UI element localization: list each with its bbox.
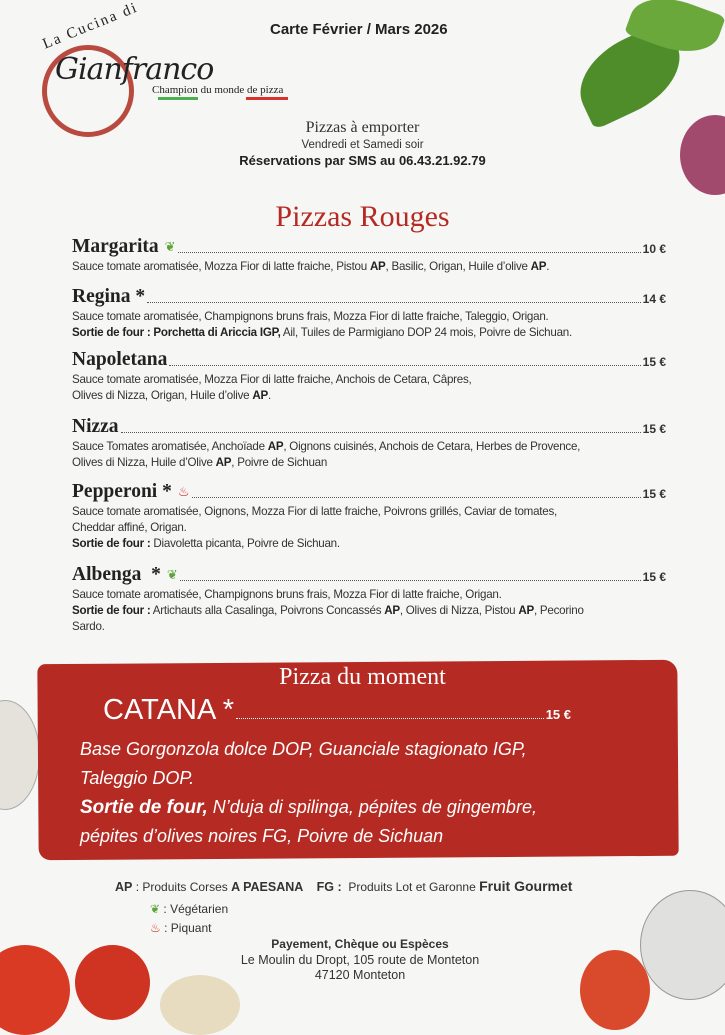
description-segment: Sardo. — [72, 620, 105, 633]
description-segment: AP — [518, 604, 534, 617]
description-segment: , Basilic, Origan, Huile d’olive — [385, 260, 531, 273]
menu-item-price: 10 € — [642, 242, 666, 256]
fg-brand: Fruit Gourmet — [479, 878, 573, 894]
chili-icon: ♨ — [177, 484, 190, 499]
menu-date: Carte Février / Mars 2026 — [270, 21, 448, 38]
leaf-icon: ❦ — [150, 902, 161, 916]
description-line — [72, 325, 666, 341]
menu-item-header — [72, 349, 666, 371]
description-line — [72, 259, 666, 275]
description-segment: Sortie de four : — [72, 604, 151, 617]
menu-item-description — [72, 504, 666, 552]
description-line — [80, 764, 660, 793]
menu-item-header — [72, 416, 666, 438]
menu-item-header — [72, 286, 666, 308]
mushroom-decoration — [160, 975, 240, 1035]
menu-item-description — [72, 309, 666, 341]
onion-decoration — [680, 115, 725, 195]
logo-script: Gianfranco — [55, 52, 214, 87]
special-item-price: 15 € — [545, 707, 571, 722]
menu-item — [72, 481, 666, 552]
special-item-name: CATANA * — [103, 694, 235, 726]
description-segment: Sauce tomate aromatisée, Oignons, Mozza Fior di latte fraiche, Poivrons grillés, Caviar de tomates, — [72, 505, 557, 518]
description-segment: Sauce tomate aromatisée, Mozza Fior di latte fraiche, Anchois de Cetara, Câpres, — [72, 373, 472, 386]
reservation-info: Réservations par SMS au 06.43.21.92.79 — [239, 153, 486, 168]
menu-item-name: Napoletana — [72, 349, 168, 370]
dot-leader — [147, 302, 641, 303]
ap-text: : Produits Corses — [132, 880, 232, 894]
tomato-decoration — [75, 945, 150, 1020]
menu-item-description — [72, 587, 666, 635]
special-item-header — [103, 694, 571, 727]
takeaway-title: Pizzas à emporter — [305, 119, 420, 136]
description-segment: N’duja di spilinga, pépites de gingembre, — [207, 797, 537, 817]
description-segment: Diavoletta picanta, Poivre de Sichuan. — [150, 537, 340, 550]
address: Le Moulin du Dropt, 105 route de Monteton — [240, 953, 480, 967]
description-line — [80, 735, 660, 764]
onion-sketch-decoration — [640, 890, 725, 1000]
description-segment: Sauce Tomates aromatisée, Anchoïade — [72, 440, 268, 453]
menu-item-header — [72, 481, 666, 503]
description-line — [80, 822, 660, 851]
ap-brand: A PAESANA — [231, 880, 304, 894]
payment-info: Payement, Chèque ou Espèces — [271, 937, 449, 951]
description-segment: , Oignons cuisinés, Anchois de Cetara, Herbes de Provence, — [283, 440, 581, 453]
legend-veg-text: : Végétarien — [163, 902, 229, 916]
legend-spicy — [150, 921, 211, 935]
menu-item-price: 14 € — [642, 292, 666, 306]
tomato-decoration — [0, 945, 70, 1035]
menu-item — [72, 416, 666, 471]
description-segment: Cheddar affiné, Origan. — [72, 521, 187, 534]
leaf-icon: ❦ — [166, 567, 178, 582]
description-segment: Sortie de four : Porchetta di Ariccia IGP, — [72, 326, 281, 339]
garlic-sketch-decoration — [0, 700, 40, 810]
special-item-description — [80, 735, 660, 851]
tomato-decoration — [580, 950, 650, 1030]
legend-veg — [150, 902, 228, 916]
flag-green-bar — [158, 97, 198, 100]
description-line — [72, 309, 666, 325]
flag-red-bar — [246, 97, 288, 100]
dot-leader — [236, 718, 544, 719]
description-segment: Olives di Nizza, Origan, Huile d’olive — [72, 389, 253, 402]
description-segment: pépites d’olives noires FG, Poivre de Sichuan — [80, 826, 444, 846]
chili-icon: ♨ — [150, 921, 161, 935]
description-line — [80, 793, 660, 822]
menu-item-price: 15 € — [642, 355, 666, 369]
leaf-icon: ❦ — [164, 239, 176, 254]
menu-item — [72, 286, 666, 341]
description-segment: Taleggio DOP. — [80, 768, 195, 788]
menu-item — [72, 349, 666, 404]
logo-tagline: Champion du monde de pizza — [152, 84, 284, 96]
menu-item-header — [72, 564, 666, 586]
description-line — [72, 504, 666, 520]
description-segment: Base Gorgonzola dolce DOP, Guanciale stagionato IGP, — [80, 739, 527, 759]
logo-text: La Cucina di — [40, 0, 141, 53]
menu-item-name: Regina * — [72, 286, 146, 307]
description-segment: , Olives di Nizza, Pistou — [399, 604, 519, 617]
description-line — [72, 536, 666, 552]
fg-text: Produits Lot et Garonne — [341, 880, 480, 894]
description-segment: , Pecorino — [533, 604, 584, 617]
city: 47120 Monteton — [314, 968, 406, 982]
description-line — [72, 603, 666, 619]
description-line — [72, 587, 666, 603]
description-line — [72, 372, 666, 388]
opening-days: Vendredi et Samedi soir — [301, 139, 424, 151]
menu-item-name: Nizza — [72, 416, 119, 437]
description-segment: Sauce tomate aromatisée, Mozza Fior di latte fraiche, Pistou — [72, 260, 370, 273]
special-title: Pizza du moment — [279, 664, 446, 690]
description-segment: AP — [530, 260, 547, 273]
description-segment: AP — [384, 604, 400, 617]
dot-leader — [192, 497, 641, 498]
menu-item-description — [72, 259, 666, 275]
legend-spicy-text: : Piquant — [164, 921, 212, 935]
menu-item — [72, 564, 666, 635]
menu-item — [72, 236, 666, 275]
description-segment: . — [267, 389, 271, 402]
description-line — [72, 619, 666, 635]
description-segment: AP — [369, 260, 386, 273]
dot-leader — [169, 365, 640, 366]
fg-label: FG : — [316, 880, 342, 894]
dot-leader — [121, 432, 641, 433]
description-line — [72, 455, 666, 471]
description-line — [72, 439, 666, 455]
description-segment: Sauce tomate aromatisée, Champignons bruns frais, Mozza Fior di latte fraiche, Taleggio, Origan. — [72, 310, 549, 323]
description-segment: Sauce tomate aromatisée, Champignons bruns frais, Mozza Fior di latte fraiche, Origan. — [72, 588, 502, 601]
description-segment: , Poivre de Sichuan — [231, 456, 328, 469]
dot-leader — [178, 252, 641, 253]
description-line — [72, 520, 666, 536]
ap-label: AP — [115, 880, 133, 894]
menu-item-description — [72, 372, 666, 404]
description-segment: AP — [252, 389, 268, 402]
menu-item-name: Margarita — [72, 236, 159, 257]
legend-origins — [115, 878, 572, 894]
description-segment: Artichauts alla Casalinga, Poivrons Concassés — [150, 604, 385, 617]
description-segment: Ail, Tuiles de Parmigiano DOP 24 mois, Poivre de Sichuan. — [280, 326, 572, 339]
dot-leader — [180, 580, 641, 581]
description-segment: . — [546, 260, 550, 273]
menu-item-price: 15 € — [642, 422, 666, 436]
menu-item-name: Pepperoni * — [72, 481, 172, 502]
description-segment: AP — [267, 440, 284, 453]
description-segment: Sortie de four, — [80, 797, 208, 818]
menu-item-price: 15 € — [642, 487, 666, 501]
description-segment: Olives di Nizza, Huile d’Olive — [72, 456, 216, 469]
menu-item-name: Albenga * — [72, 564, 161, 585]
section-title: Pizzas Rouges — [275, 200, 450, 233]
description-segment: AP — [215, 456, 232, 469]
menu-item-description — [72, 439, 666, 471]
menu-item-price: 15 € — [642, 570, 666, 584]
menu-item-header — [72, 236, 666, 258]
description-segment: Sortie de four : — [72, 537, 151, 550]
description-line — [72, 388, 666, 404]
